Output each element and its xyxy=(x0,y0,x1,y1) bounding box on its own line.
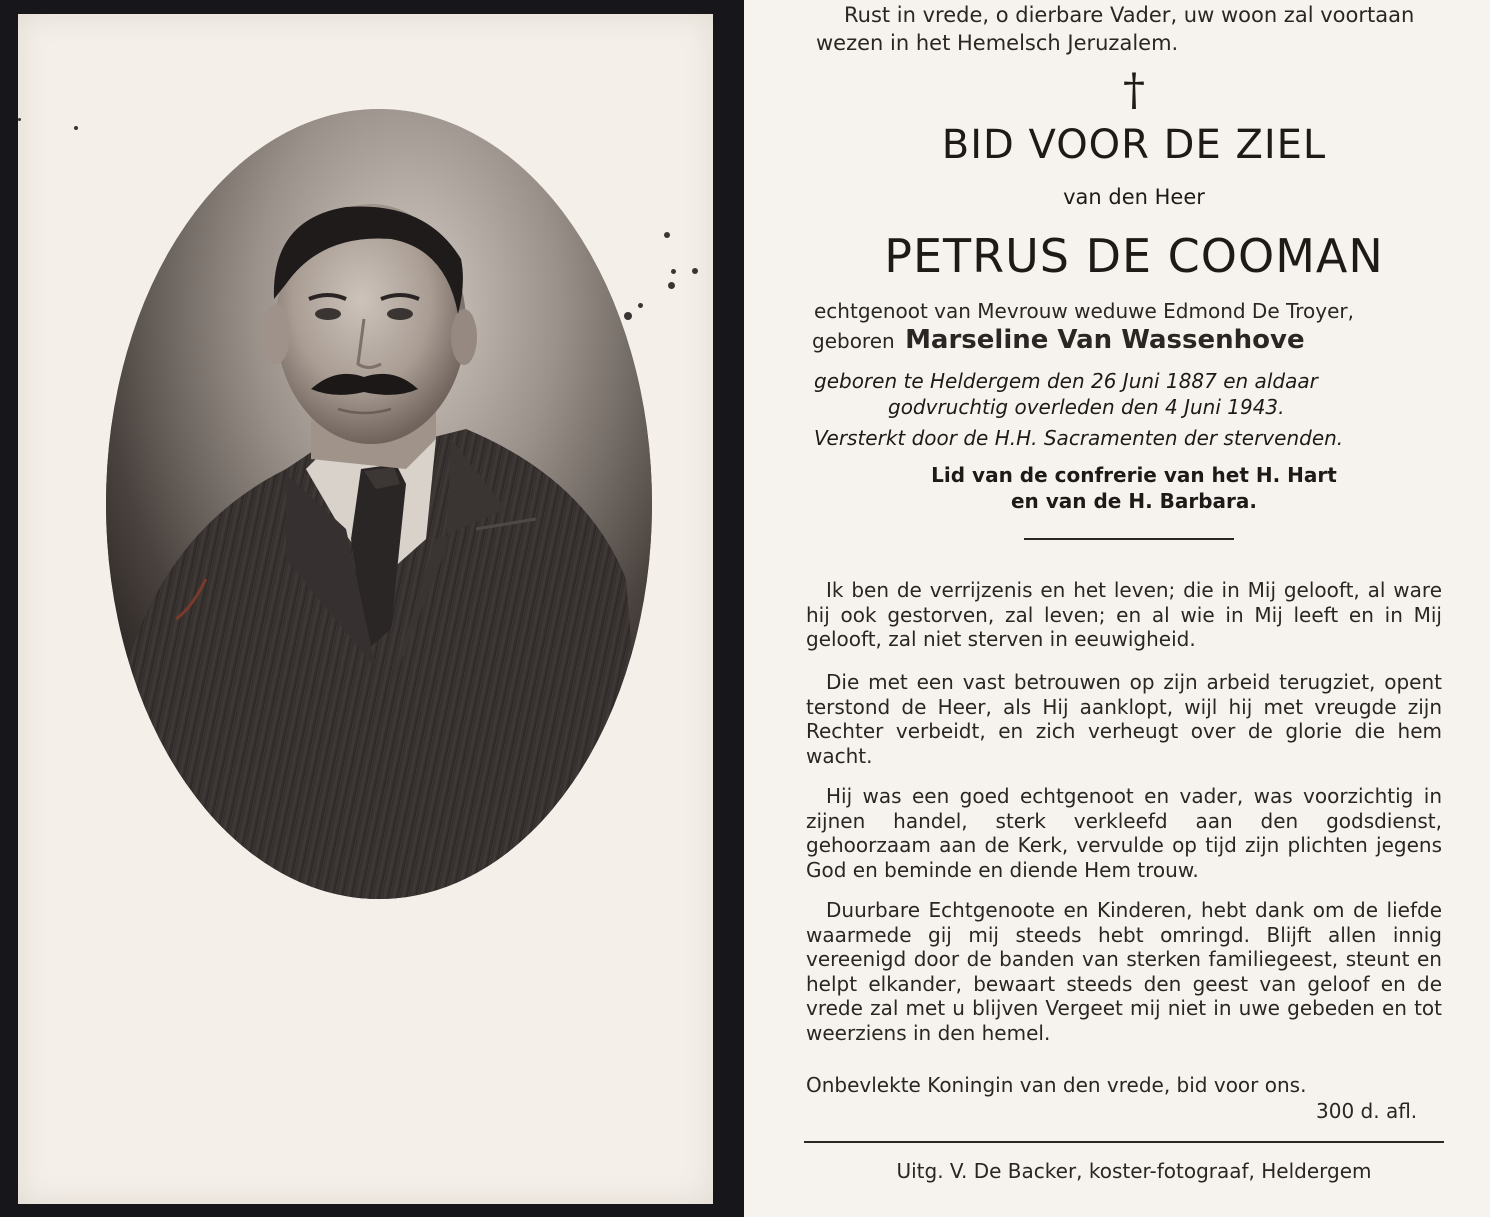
paragraph-1: Ik ben de verrijzenis en het leven; die in Mij gelooft, al ware hij ook gestorven, zal leven; en al wie in Mij leeft en in Mij gelooft, zal niet sterven in eeuwigheid. xyxy=(806,578,1442,651)
divider-short xyxy=(1024,538,1234,540)
left-card-frame xyxy=(0,0,744,1217)
confrerie-line-2: en van de H. Barbara. xyxy=(1010,489,1257,513)
spouse-line: echtgenoot van Mevrouw weduwe Edmond De Troyer, xyxy=(814,299,1355,323)
sacraments-line: Versterkt door de H.H. Sacramenten der stervenden. xyxy=(814,426,1344,450)
ink-speck xyxy=(671,269,676,274)
ink-speck xyxy=(664,232,670,238)
portrait-man-illustration xyxy=(106,109,652,899)
ink-speck xyxy=(624,312,632,320)
ink-speck xyxy=(74,126,78,130)
ink-speck xyxy=(638,303,643,308)
heading-bid-voor-de-ziel: BID VOOR DE ZIEL xyxy=(941,122,1327,168)
death-date-line: godvruchtig overleden den 4 Juni 1943. xyxy=(888,395,1285,419)
spouse-geboren-line xyxy=(812,324,1452,357)
geboren-label: geboren xyxy=(812,329,895,353)
prayer-line: Onbevlekte Koningin van den vrede, bid voor ons. xyxy=(806,1073,1307,1097)
cross-icon: † xyxy=(1123,65,1145,116)
ink-speck xyxy=(668,282,675,289)
confrerie-line-1: Lid van de confrerie van het H. Hart xyxy=(931,463,1337,487)
paragraph-2: Die met een vast betrouwen op zijn arbeid terugziet, opent terstond de Heer, als Hij aanklopt, wijl hij met vreugde zijn Rechter verbeidt, en zich verheugt over de glorie die hem wacht. xyxy=(806,670,1442,768)
printer-credit: Uitg. V. De Backer, koster-fotograaf, Heldergem xyxy=(896,1159,1372,1183)
verse-line-1: Rust in vrede, o dierbare Vader, uw woon zal voortaan xyxy=(844,3,1415,27)
portrait-photo xyxy=(106,109,652,899)
paragraph-3: Hij was een goed echtgenoot en vader, was voorzichtig in zijnen handel, sterk verkleefd aan den godsdienst, gehoorzaam aan de Kerk, vervulde op tijd zijn plichten jegens God en beminde en diende Hem trouw. xyxy=(806,784,1442,882)
memorial-text-card xyxy=(744,0,1490,1217)
left-card xyxy=(18,14,713,1204)
van-den-heer: van den Heer xyxy=(1063,185,1205,209)
divider-long xyxy=(804,1141,1444,1143)
spouse-name: Marseline Van Wassenhove xyxy=(905,325,1305,355)
ink-speck xyxy=(692,268,698,274)
ink-speck xyxy=(18,118,21,121)
paragraph-4: Duurbare Echtgenoote en Kinderen, hebt dank om de liefde waarmede gij mij steeds hebt omringd. Blijft allen innig vereenigd door de banden van sterken familiegeest, steunt en helpt elkander, bewaart steeds den geest van geloof en de vrede zal met u blijven Vergeet mij niet in uwe gebeden en tot weerziens in den hemel. xyxy=(806,898,1442,1045)
verse-line-2: wezen in het Hemelsch Jeruzalem. xyxy=(816,31,1179,55)
indulgence: 300 d. afl. xyxy=(1316,1099,1418,1123)
birth-date-line: geboren te Heldergem den 26 Juni 1887 en aldaar xyxy=(814,369,1318,393)
deceased-name: PETRUS DE COOMAN xyxy=(884,229,1384,283)
